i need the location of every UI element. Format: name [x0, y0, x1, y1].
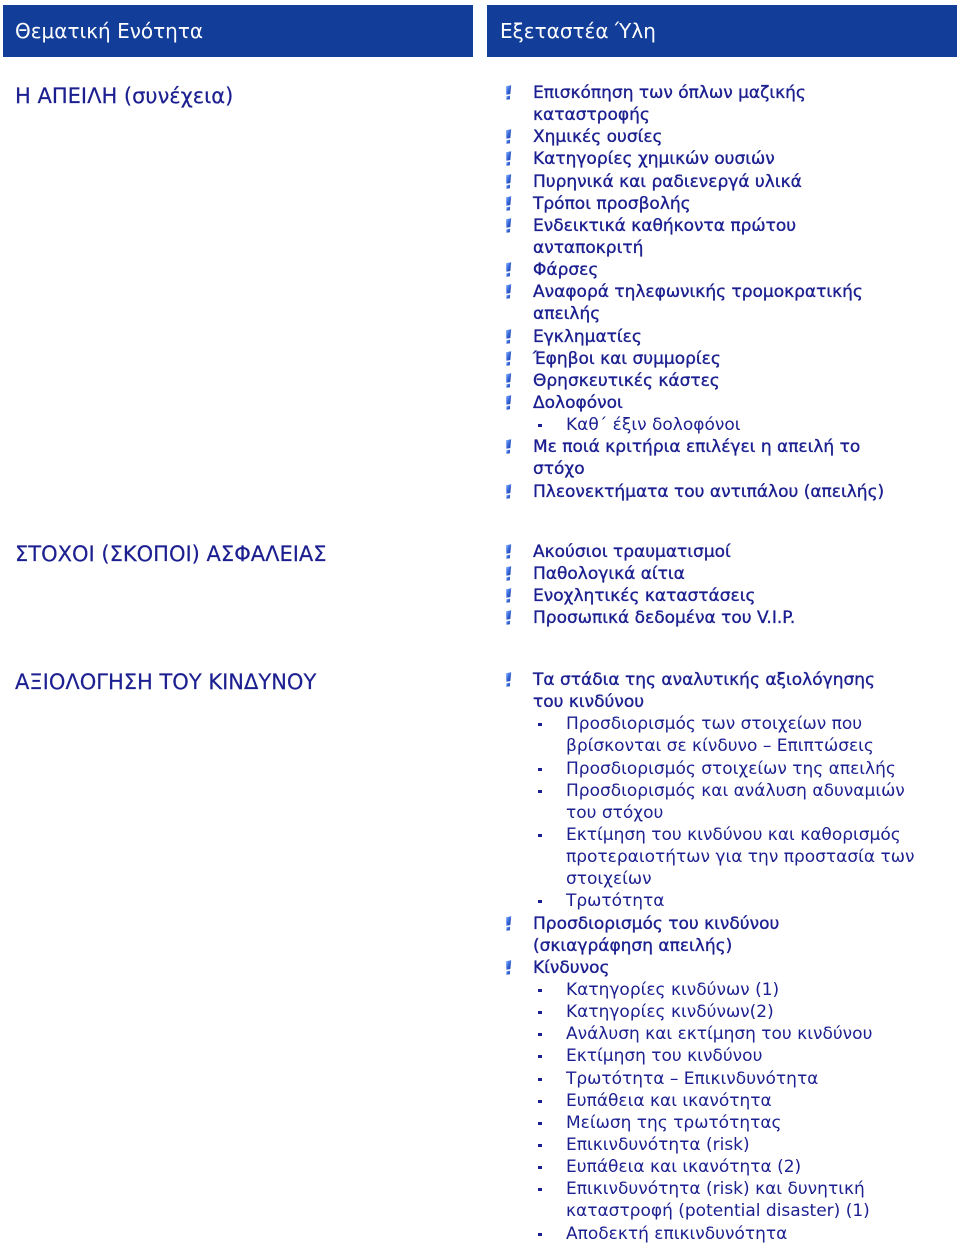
list-item-text: του στόχου — [566, 802, 664, 823]
list-item — [487, 215, 957, 259]
list-item-line — [487, 691, 957, 713]
list-item-line — [487, 392, 957, 414]
square-bullet-icon — [538, 1055, 542, 1058]
list-item — [487, 436, 957, 480]
list-item — [487, 370, 957, 392]
list-item — [487, 193, 957, 215]
sub-list-item — [487, 824, 957, 890]
list-item-text: Ενοχλητικές καταστάσεις — [533, 586, 756, 607]
list-item-text: Εκτίμηση του κινδύνου — [566, 1046, 763, 1067]
list-item-line — [487, 1134, 957, 1156]
bullet-icon — [503, 174, 513, 190]
square-bullet-icon — [538, 1233, 542, 1236]
syllabus-list — [487, 669, 957, 1245]
list-item-text: Προσωπικά δεδομένα του V.I.P. — [533, 608, 796, 629]
list-item-text: καταστροφή (potential disaster) (1) — [566, 1201, 870, 1222]
list-item — [487, 171, 957, 193]
list-item-text: Πλεονεκτήματα του αντιπάλου (απειλής) — [533, 481, 885, 502]
list-item-line — [487, 193, 957, 215]
list-item-text: Εκτίμηση του κινδύνου και καθορισμός — [566, 824, 901, 845]
list-item-text: απειλής — [533, 304, 601, 325]
list-item-line — [487, 1112, 957, 1134]
list-item-text: Θρησκευτικές κάστες — [533, 370, 720, 391]
list-item-line — [487, 348, 957, 370]
bullet-icon — [503, 439, 513, 455]
sub-list-item — [487, 713, 957, 757]
list-item — [487, 957, 957, 979]
bullet-icon — [503, 610, 513, 626]
list-item-text: Μείωση της τρωτότητας — [566, 1112, 782, 1133]
list-item-line — [487, 846, 957, 868]
list-item-text: Ακούσιοι τραυματισμοί — [533, 542, 731, 562]
list-item-line — [487, 1023, 957, 1045]
list-item-text: προτεραιοτήτων για την προστασία των — [566, 847, 915, 868]
list-item-line — [487, 104, 957, 126]
square-bullet-icon — [538, 1078, 542, 1081]
list-item-text: Κατηγορίες κινδύνων (1) — [566, 979, 780, 1000]
list-item — [487, 326, 957, 348]
square-bullet-icon — [538, 1033, 542, 1036]
list-item-line — [487, 669, 957, 691]
list-item-line — [487, 541, 957, 563]
bullet-icon — [503, 129, 513, 145]
list-item-text: καταστροφής — [533, 105, 650, 126]
bullet-icon — [503, 484, 513, 500]
list-item — [487, 481, 957, 503]
list-item-line — [487, 913, 957, 935]
list-item-line — [487, 1068, 957, 1090]
list-item-text: Φάρσες — [533, 260, 599, 281]
bullet-icon — [503, 351, 513, 367]
header-content-cell — [487, 5, 957, 57]
list-item-line — [487, 890, 957, 912]
list-item-line — [487, 171, 957, 193]
list-item-line — [487, 935, 957, 957]
list-item-text: Κίνδυνος — [533, 957, 610, 978]
list-item-text: Κατηγορίες χημικών ουσιών — [533, 149, 775, 170]
sub-list-item — [487, 1090, 957, 1112]
list-item-text: Ενδεικτικά καθήκοντα πρώτου — [533, 215, 797, 236]
sub-list-item — [487, 1223, 957, 1245]
section-topic: ΣΤΟΧΟΙ (ΣΚΟΠΟΙ) ΑΣΦΑΛΕΙΑΣ — [15, 542, 327, 566]
sub-list-item — [487, 1001, 957, 1023]
square-bullet-icon — [538, 1144, 542, 1147]
list-item-line — [487, 326, 957, 348]
list-item — [487, 541, 957, 563]
square-bullet-icon — [538, 900, 542, 903]
square-bullet-icon — [538, 768, 542, 771]
list-item-text: Επισκόπηση των όπλων μαζικής — [533, 83, 806, 103]
list-item-line — [487, 1045, 957, 1067]
header-content-column: Εξεταστέα Ύλη — [500, 19, 656, 43]
list-item-text: Με ποιά κριτήρια επιλέγει η απειλή το — [533, 437, 861, 458]
list-item-line — [487, 414, 957, 436]
bullet-icon — [503, 395, 513, 411]
list-item-text: Ευπάθεια και ικανότητα (2) — [566, 1157, 802, 1178]
sub-list-item — [487, 1045, 957, 1067]
sub-list-item — [487, 758, 957, 780]
bullet-icon — [503, 329, 513, 345]
list-item-line — [487, 281, 957, 303]
list-item — [487, 392, 957, 414]
list-item-text: Δολοφόνοι — [533, 392, 623, 413]
list-item-text: Προσδιορισμός και ανάλυση αδυναμιών — [566, 780, 905, 801]
bullet-icon — [503, 960, 513, 976]
list-item — [487, 148, 957, 170]
list-item-line — [487, 802, 957, 824]
sub-list-item — [487, 1178, 957, 1222]
list-item-line — [487, 458, 957, 480]
list-item-line — [487, 758, 957, 780]
list-item-text: Παθολογικά αίτια — [533, 564, 685, 585]
header-topic-column: Θεματική Ενότητα — [15, 19, 204, 43]
sub-list-item — [487, 1134, 957, 1156]
list-item — [487, 669, 957, 713]
sub-list-item — [487, 890, 957, 912]
list-item-line — [487, 370, 957, 392]
list-item-line — [487, 735, 957, 757]
list-item-text: Χημικές ουσίες — [533, 127, 663, 148]
list-item-text: Τρωτότητα – Επικινδυνότητα — [566, 1068, 819, 1089]
list-item-line — [487, 1200, 957, 1222]
list-item-text: Έφηβοι και συμμορίες — [533, 348, 721, 369]
list-item-text: Τα στάδια της αναλυτικής αξιολόγησης — [533, 670, 875, 690]
list-item-text: Πυρηνικά και ραδιενεργά υλικά — [533, 171, 802, 192]
bullet-icon — [503, 373, 513, 389]
bullet-icon — [503, 916, 513, 932]
list-item-line — [487, 824, 957, 846]
bullet-icon — [503, 284, 513, 300]
list-item — [487, 585, 957, 607]
sub-list-item — [487, 780, 957, 824]
list-item — [487, 126, 957, 148]
list-item-text: Ευπάθεια και ικανότητα — [566, 1090, 772, 1111]
list-item-line — [487, 868, 957, 890]
section-topic: ΑΞΙΟΛΟΓΗΣΗ ΤΟΥ ΚΙΝΔΥΝΟΥ — [15, 670, 317, 694]
list-item-line — [487, 148, 957, 170]
square-bullet-icon — [538, 723, 542, 726]
square-bullet-icon — [538, 424, 542, 427]
list-item-line — [487, 215, 957, 237]
list-item-line — [487, 1156, 957, 1178]
list-item-text: Κατηγορίες κινδύνων(2) — [566, 1002, 774, 1023]
square-bullet-icon — [538, 790, 542, 793]
list-item-text: Αποδεκτή επικινδυνότητα — [566, 1223, 788, 1244]
list-item-text: του κινδύνου — [533, 692, 645, 713]
sub-list-item — [487, 979, 957, 1001]
square-bullet-icon — [538, 834, 542, 837]
bullet-icon — [503, 672, 513, 688]
list-item-line — [487, 563, 957, 585]
list-item — [487, 563, 957, 585]
list-item-text: Εγκληματίες — [533, 326, 642, 347]
list-item-text: Επικινδυνότητα (risk) και δυνητική — [566, 1179, 865, 1200]
section-topic: Η ΑΠΕΙΛΗ (συνέχεια) — [15, 84, 234, 108]
square-bullet-icon — [538, 989, 542, 992]
bullet-icon — [503, 566, 513, 582]
list-item-text: Προσδιορισμός στοιχείων της απειλής — [566, 758, 896, 779]
list-item-line — [487, 585, 957, 607]
bullet-icon — [503, 196, 513, 212]
list-item-line — [487, 481, 957, 503]
list-item-text: βρίσκονται σε κίνδυνο – Επιπτώσεις — [566, 736, 874, 757]
bullet-icon — [503, 85, 513, 101]
syllabus-list — [487, 541, 957, 630]
list-item-line — [487, 303, 957, 325]
sub-list-item — [487, 1156, 957, 1178]
list-item-line — [487, 237, 957, 259]
square-bullet-icon — [538, 1122, 542, 1125]
list-item — [487, 607, 957, 629]
list-item-line — [487, 82, 957, 104]
header-topic-cell — [3, 5, 473, 57]
list-item-text: Ανάλυση και εκτίμηση του κινδύνου — [566, 1024, 873, 1045]
list-item-line — [487, 1178, 957, 1200]
list-item-line — [487, 780, 957, 802]
list-item-line — [487, 979, 957, 1001]
sub-list-item — [487, 1023, 957, 1045]
list-item — [487, 348, 957, 370]
list-item-line — [487, 713, 957, 735]
list-item-line — [487, 607, 957, 629]
list-item-text: Τρωτότητα — [566, 891, 665, 912]
list-item-text: Καθ΄ έξιν δολοφόνοι — [566, 415, 741, 436]
list-item — [487, 259, 957, 281]
list-item-line — [487, 126, 957, 148]
sub-list-item — [487, 1112, 957, 1134]
bullet-icon — [503, 544, 513, 560]
list-item — [487, 82, 957, 126]
list-item-text: στόχο — [533, 459, 585, 480]
bullet-icon — [503, 151, 513, 167]
list-item-text: Επικινδυνότητα (risk) — [566, 1134, 750, 1155]
list-item-text: ανταποκριτή — [533, 237, 644, 258]
bullet-icon — [503, 588, 513, 604]
bullet-icon — [503, 262, 513, 278]
syllabus-list — [487, 82, 957, 503]
list-item-text: Προσδιορισμός των στοιχείων που — [566, 714, 863, 735]
list-item-text: στοιχείων — [566, 869, 652, 890]
bullet-icon — [503, 218, 513, 234]
square-bullet-icon — [538, 1188, 542, 1191]
list-item-text: (σκιαγράφηση απειλής) — [533, 935, 733, 956]
list-item-line — [487, 1090, 957, 1112]
list-item — [487, 281, 957, 325]
list-item — [487, 913, 957, 957]
list-item-line — [487, 259, 957, 281]
sub-list-item — [487, 414, 957, 436]
list-item-text: Τρόποι προσβολής — [533, 193, 691, 214]
square-bullet-icon — [538, 1166, 542, 1169]
list-item-line — [487, 1223, 957, 1245]
square-bullet-icon — [538, 1100, 542, 1103]
list-item-text: Αναφορά τηλεφωνικής τρομοκρατικής — [533, 282, 863, 303]
list-item-text: Προσδιορισμός του κινδύνου — [533, 913, 780, 934]
list-item-line — [487, 1001, 957, 1023]
list-item-line — [487, 957, 957, 979]
square-bullet-icon — [538, 1011, 542, 1014]
list-item-line — [487, 436, 957, 458]
sub-list-item — [487, 1068, 957, 1090]
